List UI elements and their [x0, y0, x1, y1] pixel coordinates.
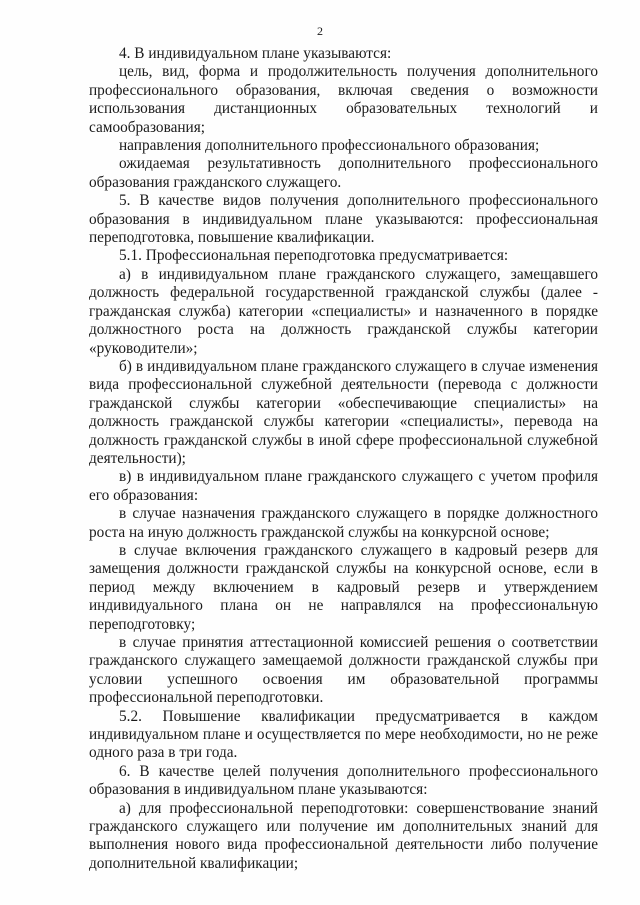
paragraph-5: 5. В качестве видов получения дополнительного профессионального образования в индивидуальном плане указываются: профессиональная переподготовка, повышение квалификации.	[89, 192, 598, 247]
paragraph-6-a: а) для профессиональной переподготовки: совершенствование знаний гражданского служащего или получение им дополнительных знаний для выполнения нового вида профессиональной деятельности либо получение дополнительной квалификации;	[89, 799, 598, 872]
paragraph-5-1: 5.1. Профессиональная переподготовка предусматривается:	[119, 247, 509, 265]
page-number: 2	[317, 24, 323, 38]
document-body	[89, 45, 598, 873]
paragraph-5-1-v-case-2: в случае включения гражданского служащего в кадровый резерв для замещения должности гражданской службы на конкурсной основе, если в период между включением в кадровый резерв и утверждением индивидуального плана он не направлялся на профессиональную переподготовку;	[89, 541, 598, 633]
paragraph-4-results: ожидаемая результативность дополнительного профессионального образования гражданского служащего.	[89, 155, 598, 191]
paragraph-6: 6. В качестве целей получения дополнительного профессионального образования в индивидуальном плане указываются:	[89, 762, 598, 799]
paragraph-5-1-v-case-3: в случае принятия аттестационной комиссией решения о соответствии гражданского служащего замещаемой должности гражданской службы при условии успешного освоения им образовательной программы профессиональной переподготовки.	[89, 634, 598, 707]
paragraph-5-1-v-case-1: в случае назначения гражданского служащего в порядке должностного роста на иную должность гражданской службы на конкурсной основе;	[89, 505, 598, 541]
paragraph-4-directions: направления дополнительного профессионального образования;	[119, 137, 540, 155]
paragraph-5-1-b: б) в индивидуальном плане гражданского служащего в случае изменения вида профессиональной служебной деятельности (перевода с должности гражданской службы категории «обеспечивающие специалисты» на должность гражданской службы категории «специалисты», перевода на должность гражданской службы в иной сфере профессиональной служебной деятельности);	[89, 357, 598, 467]
paragraph-5-1-a: а) в индивидуальном плане гражданского служащего, замещавшего должность федеральной государственной гражданской службы (далее - гражданская служба) категории «специалисты» и назначенного в порядке должностного роста на должность гражданской службы категории «руководители»;	[89, 265, 598, 357]
paragraph-5-2: 5.2. Повышение квалификации предусматривается в каждом индивидуальном плане и осуществляется по мере необходимости, но не реже одного раза в три года.	[89, 707, 598, 762]
paragraph-4-goal: цель, вид, форма и продолжительность получения дополнительного профессионального образования, включая сведения о возможности использования дистанционных образовательных технологий и самообразования;	[89, 63, 598, 136]
paragraph-4-heading: 4. В индивидуальном плане указываются:	[119, 45, 392, 62]
paragraph-5-1-v: в) в индивидуальном плане гражданского служащего с учетом профиля его образования:	[89, 468, 598, 504]
